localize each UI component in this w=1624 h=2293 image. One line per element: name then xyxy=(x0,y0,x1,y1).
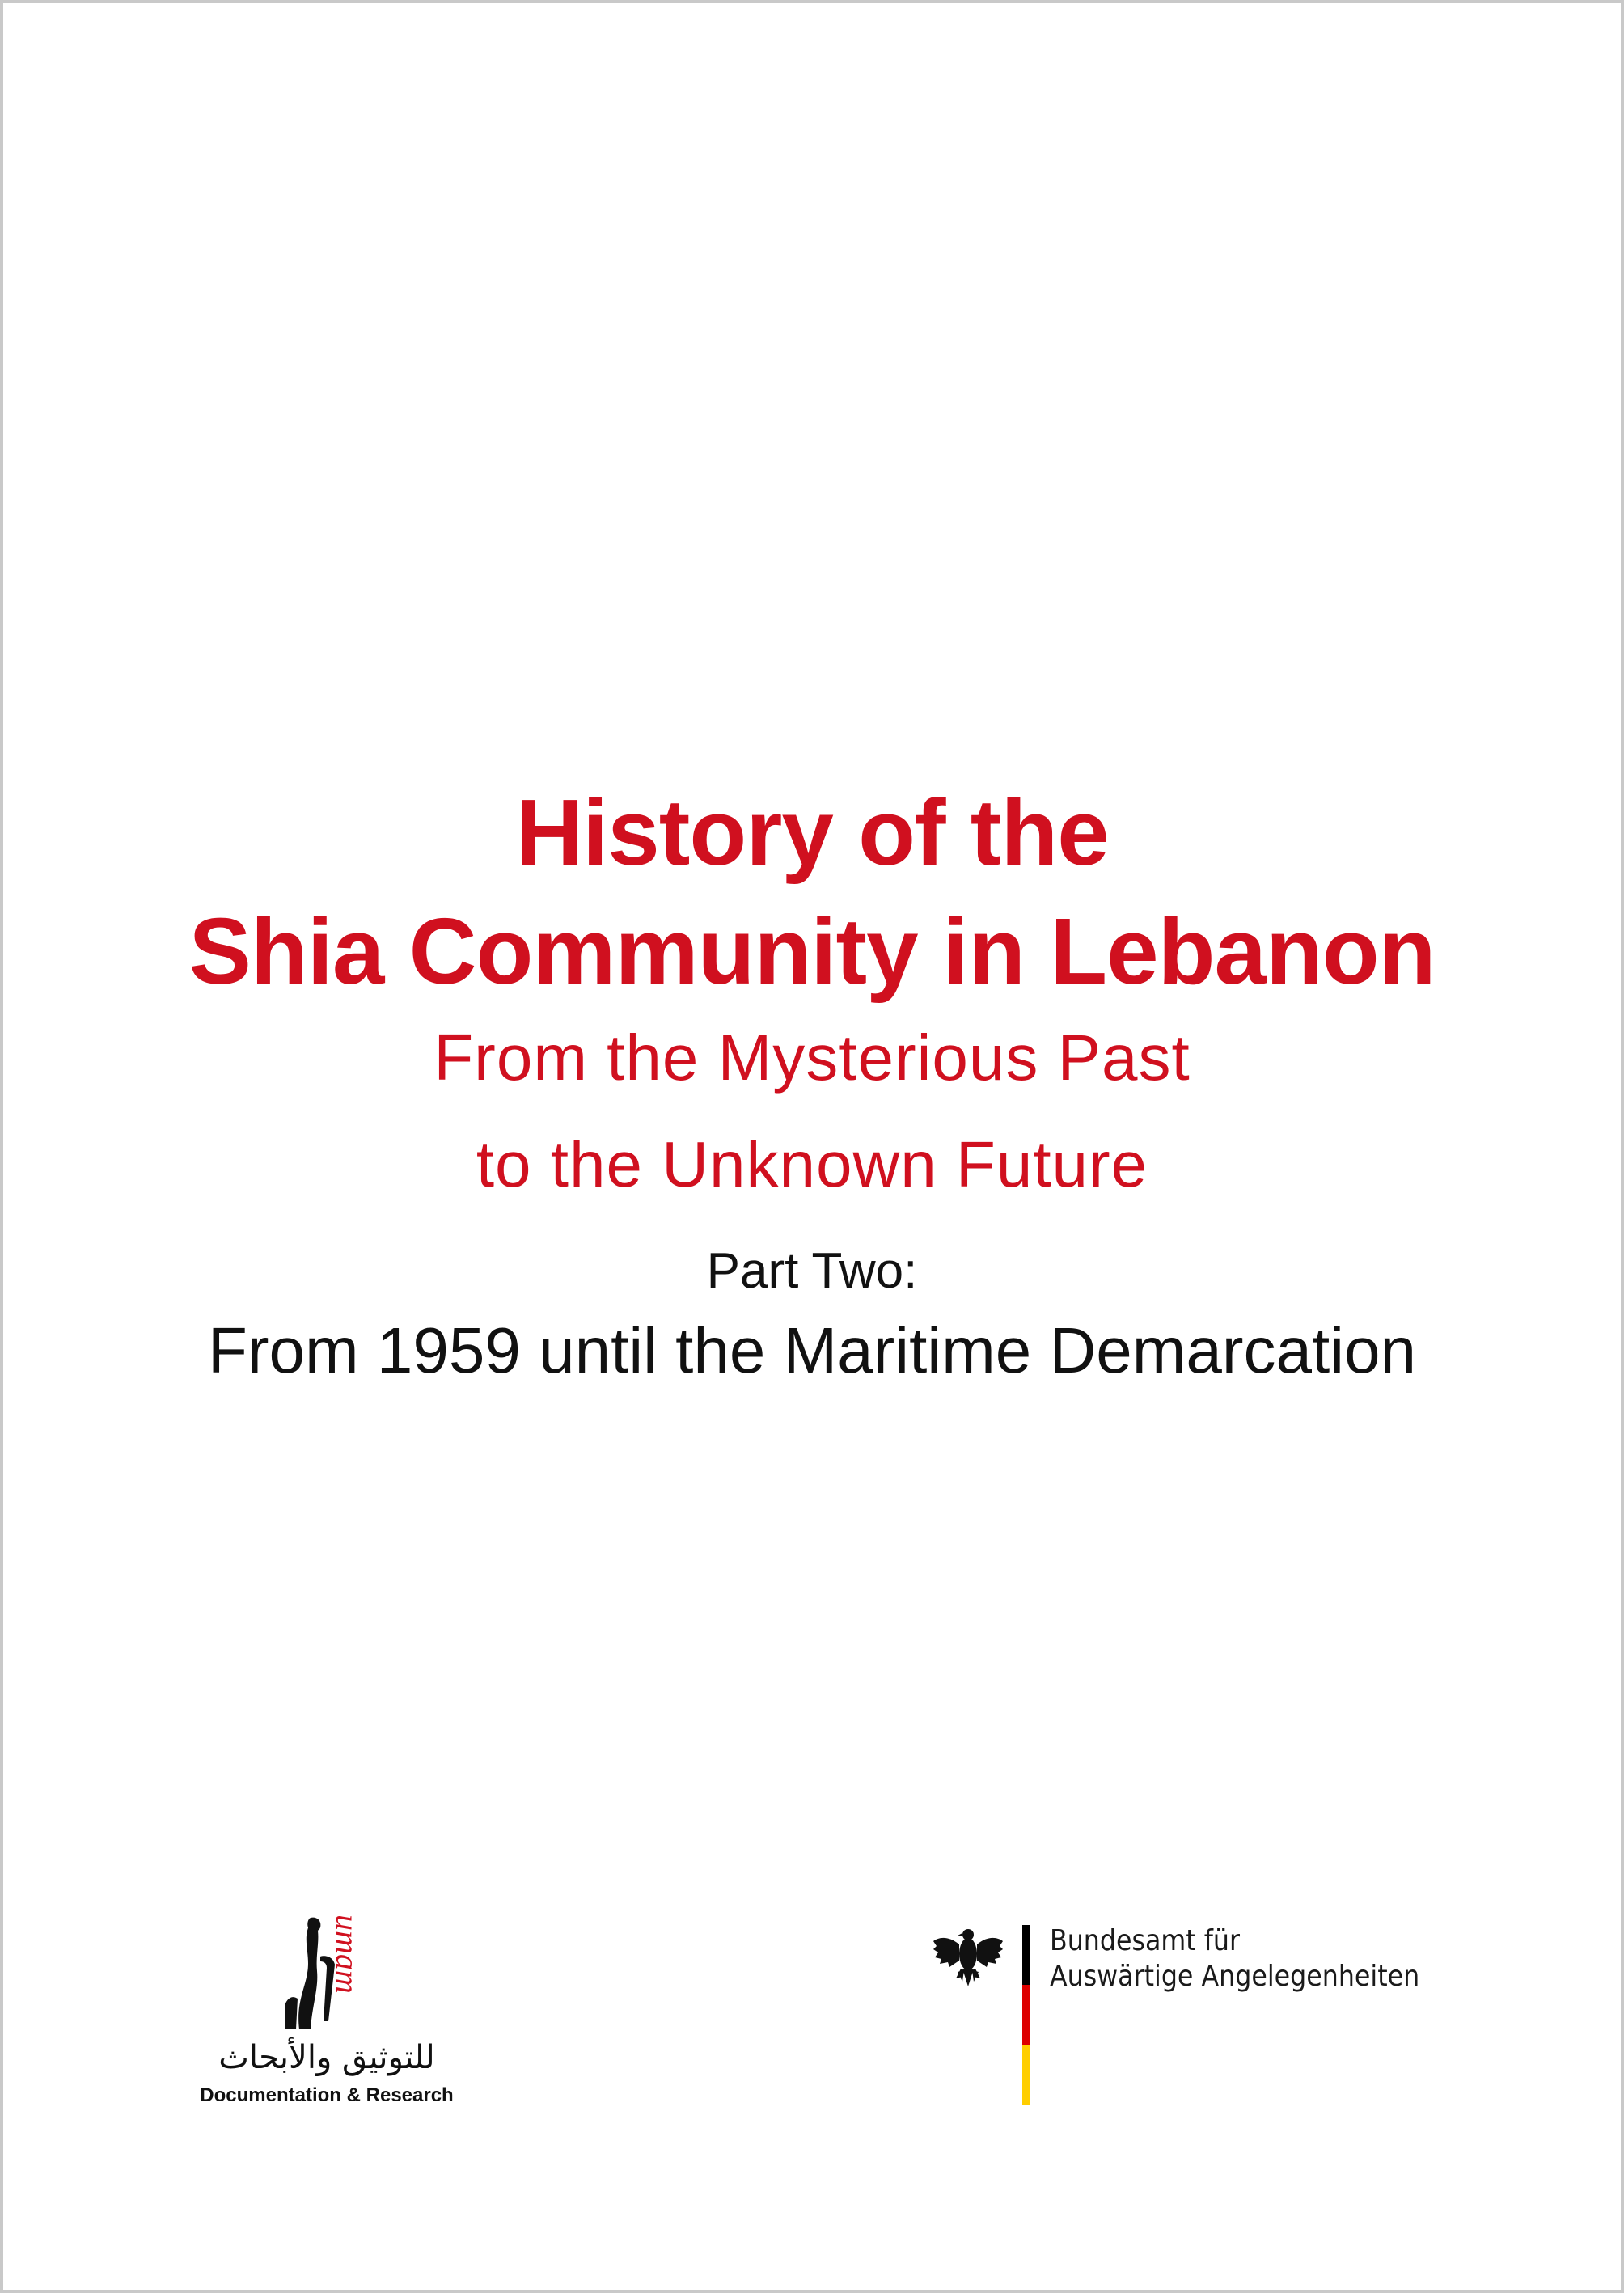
title-line-2: Shia Community in Lebanon xyxy=(188,899,1436,1004)
umam-wordmark: umam xyxy=(329,1914,366,1994)
federal-eagle-icon xyxy=(932,1922,1004,1995)
subtitle-line-1: From the Mysterious Past xyxy=(433,1022,1191,1094)
umam-logo xyxy=(189,1908,464,2110)
part-title: From 1959 until the Maritime Demarcation xyxy=(208,1314,1416,1386)
bundesamt-logo xyxy=(932,1922,1457,2108)
subtitle-line-2: to the Unknown Future xyxy=(476,1128,1148,1200)
agency-name xyxy=(1050,1923,1419,1995)
title-line-1: History of the xyxy=(515,780,1109,885)
agency-name-line-1: Bundesamt für xyxy=(1050,1924,1241,1957)
agency-name-line-2: Auswärtige Angelegenheiten xyxy=(1050,1960,1420,1993)
part-label: Part Two: xyxy=(706,1243,918,1299)
umam-emblem-icon xyxy=(189,1908,464,2094)
german-flag-bar xyxy=(1022,1925,1030,2105)
umam-tagline: Documentation & Research xyxy=(200,2084,454,2106)
umam-arabic-text: للتوثيق والأبحاث xyxy=(218,2039,435,2076)
